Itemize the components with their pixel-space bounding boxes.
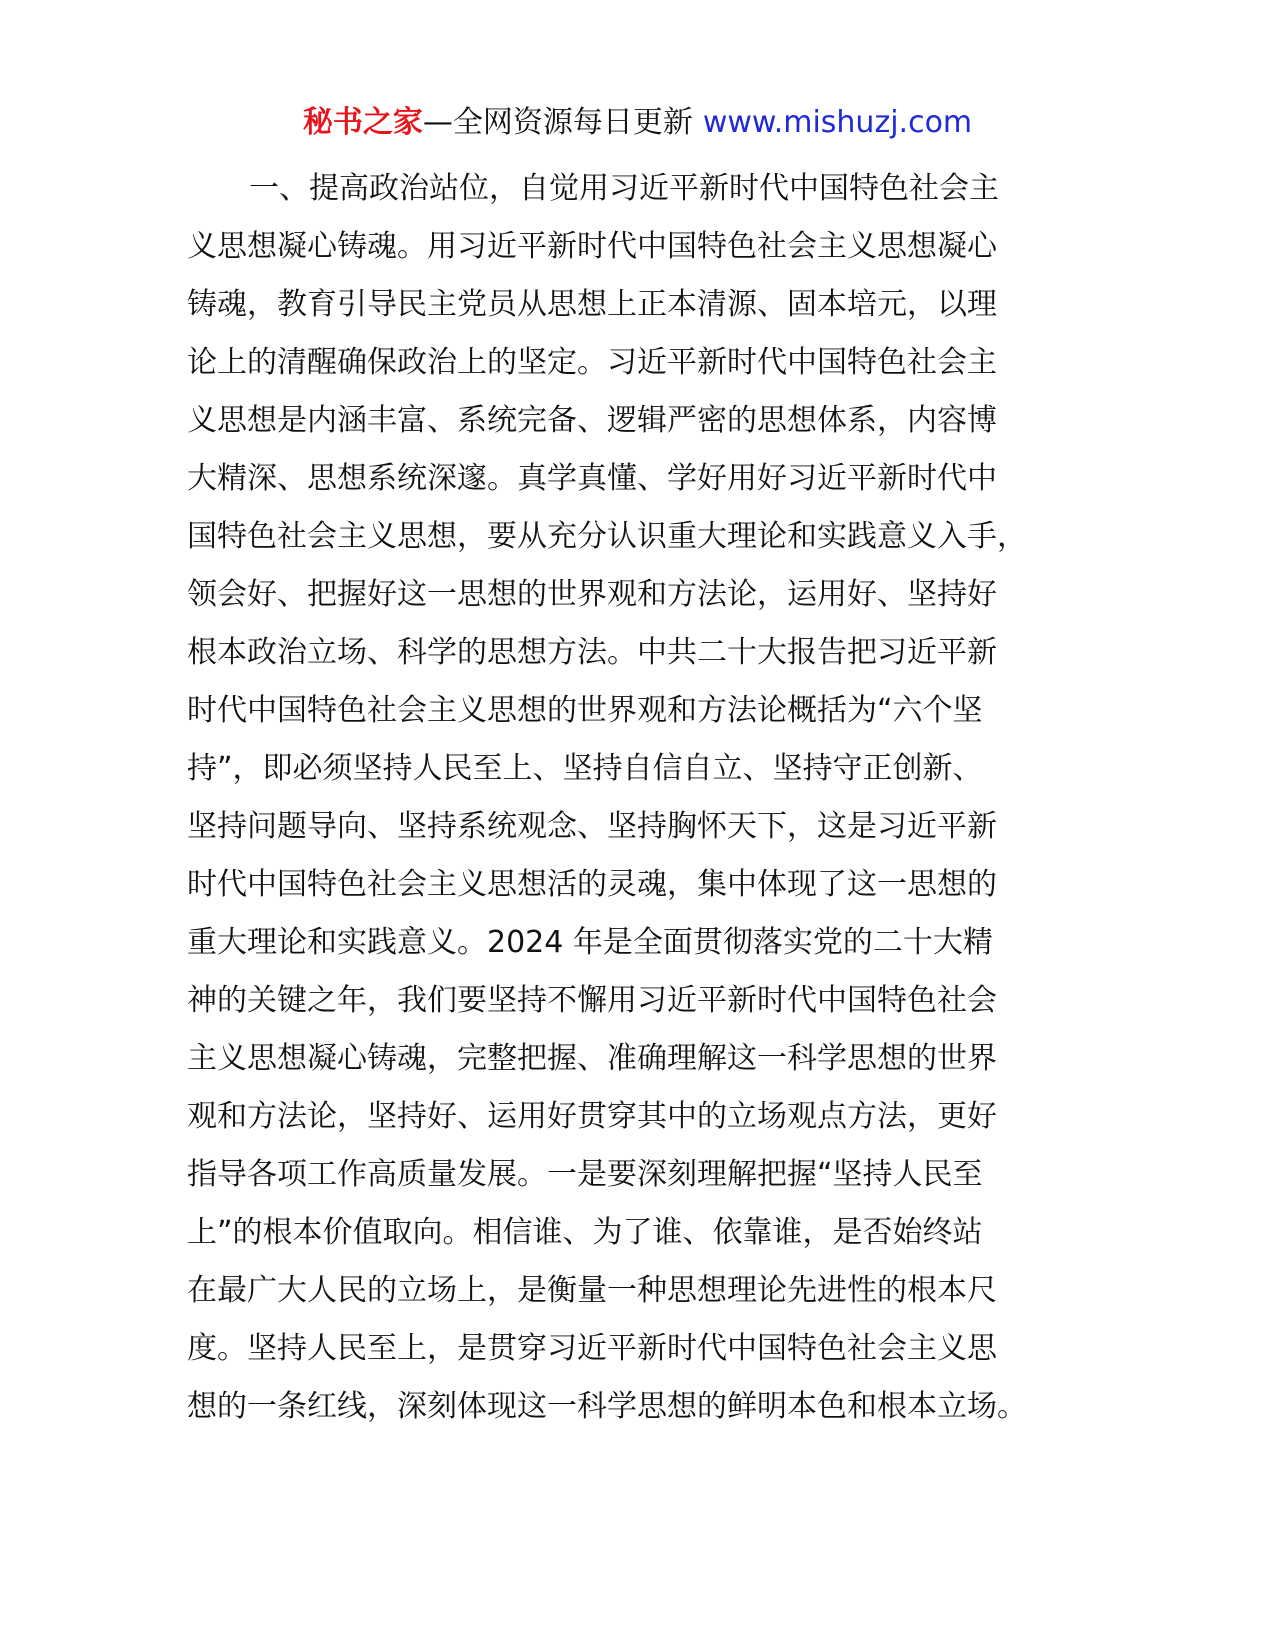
text-line: 在最广大人民的立场上，是衡量一种思想理论先进性的根本尺 (187, 1273, 997, 1308)
text-line: 义思想凝心铸魂。用习近平新时代中国特色社会主义思想凝心 (187, 229, 997, 264)
header-slogan: —全网资源每日更新 (422, 105, 693, 140)
text-line: 神的关键之年，我们要坚持不懈用习近平新时代中国特色社会 (187, 983, 997, 1018)
text-line: 论上的清醒确保政治上的坚定。习近平新时代中国特色社会主 (187, 345, 997, 380)
text-line: 重大理论和实践意义。2024 年是全面贯彻落实党的二十大精 (187, 925, 993, 960)
text-line: 根本政治立场、科学的思想方法。中共二十大报告把习近平新 (187, 635, 997, 670)
brand-name: 秘书之家 (302, 105, 423, 140)
text-line: 一、提高政治站位，自觉用习近平新时代中国特色社会主 (249, 171, 999, 206)
text-line: 主义思想凝心铸魂，完整把握、准确理解这一科学思想的世界 (187, 1041, 997, 1076)
page-header (0, 100, 1275, 146)
text-line: 指导各项工作高质量发展。一是要深刻理解把握“坚持人民至 (187, 1157, 983, 1192)
text-line: 时代中国特色社会主义思想活的灵魂，集中体现了这一思想的 (187, 867, 997, 902)
site-url-link[interactable]: www.mishuzj.com (702, 105, 973, 140)
text-line: 国特色社会主义思想，要从充分认识重大理论和实践意义入手， (187, 519, 1027, 554)
text-line: 领会好、把握好这一思想的世界观和方法论，运用好、坚持好 (187, 577, 997, 612)
text-line: 持”，即必须坚持人民至上、坚持自信自立、坚持守正创新、 (187, 751, 983, 786)
text-line: 义思想是内涵丰富、系统完备、逻辑严密的思想体系，内容博 (187, 403, 997, 438)
text-line: 铸魂，教育引导民主党员从思想上正本清源、固本培元，以理 (187, 287, 997, 322)
text-line: 想的一条红线，深刻体现这一科学思想的鲜明本色和根本立场。 (187, 1389, 1027, 1424)
body-paragraph (187, 160, 1107, 1436)
text-line: 时代中国特色社会主义思想的世界观和方法论概括为“六个坚 (187, 693, 983, 728)
text-line: 度。坚持人民至上，是贯穿习近平新时代中国特色社会主义思 (187, 1331, 997, 1366)
text-line: 坚持问题导向、坚持系统观念、坚持胸怀天下，这是习近平新 (187, 809, 997, 844)
text-line: 观和方法论，坚持好、运用好贯穿其中的立场观点方法，更好 (187, 1099, 997, 1134)
text-line: 大精深、思想系统深邃。真学真懂、学好用好习近平新时代中 (187, 461, 997, 496)
text-line: 上”的根本价值取向。相信谁、为了谁、依靠谁，是否始终站 (187, 1215, 983, 1250)
